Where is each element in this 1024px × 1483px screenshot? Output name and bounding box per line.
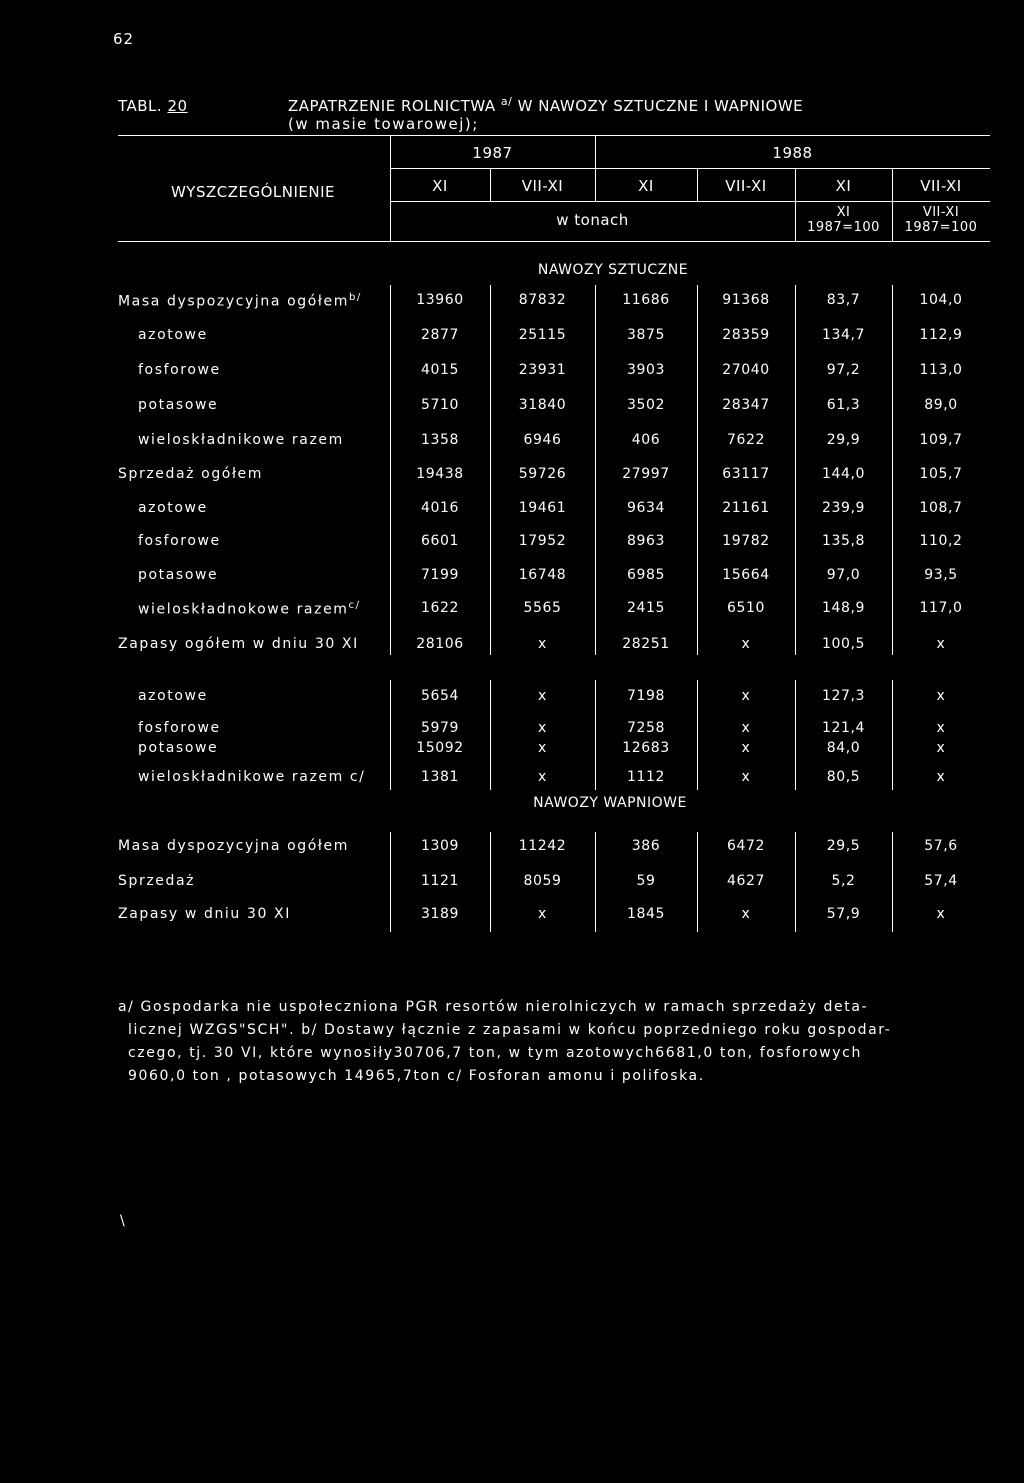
stray-mark: \ <box>120 1213 125 1229</box>
table-label: TABL. 20 <box>118 97 188 115</box>
table-cell: x <box>538 906 547 922</box>
table-row <box>0 906 1024 926</box>
table-cell: 5565 <box>523 600 562 616</box>
row-label-footnote-mark: c/ <box>348 600 361 611</box>
table-cell: x <box>741 906 751 922</box>
table-row <box>0 688 1024 708</box>
table-cell: 6985 <box>626 567 666 583</box>
table-cell: 57,6 <box>924 838 958 854</box>
table-cell: 6510 <box>726 600 766 616</box>
table-cell: 2415 <box>626 600 666 616</box>
table-cell: 7258 <box>626 720 666 736</box>
table-cell: 1309 <box>420 838 460 854</box>
table-row <box>0 838 1024 858</box>
row-label: fosforowe <box>138 720 221 736</box>
table-cell: 19461 <box>518 500 567 516</box>
table-row <box>0 292 1024 312</box>
row-label: wieloskładnikowe razem <box>138 432 344 448</box>
table-row <box>0 740 1024 760</box>
table-cell: 134,7 <box>821 327 866 343</box>
table-cell: x <box>936 769 946 785</box>
table-row <box>0 397 1024 417</box>
table-cell: 97,2 <box>826 362 861 378</box>
table-cell: 29,9 <box>826 432 861 448</box>
table-cell: x <box>538 769 547 785</box>
table-cell: 27997 <box>622 466 670 482</box>
table-cell: 59 <box>636 873 656 889</box>
table-cell: 386 <box>631 838 661 854</box>
table-cell: 105,7 <box>919 466 963 482</box>
table-cell: 8059 <box>523 873 562 889</box>
table-cell: 12683 <box>622 740 670 756</box>
row-label: fosforowe <box>138 362 221 378</box>
row-label: azotowe <box>138 327 208 343</box>
row-label: Zapasy w dniu 30 XI <box>118 906 291 922</box>
row-label-footnote-mark: b/ <box>348 292 362 303</box>
header-year-rule <box>390 168 990 169</box>
table-cell: 108,7 <box>919 500 963 516</box>
table-cell: 4016 <box>420 500 460 516</box>
table-title <box>118 93 803 133</box>
table-row <box>0 327 1024 347</box>
table-cell: 84,0 <box>826 740 861 756</box>
table-cell: 6601 <box>420 533 460 549</box>
row-label: Zapasy ogółem w dniu 30 XI <box>118 636 359 652</box>
row-label: wieloskładnikowe razem c/ <box>138 769 366 785</box>
table-row <box>0 533 1024 553</box>
table-cell: 25115 <box>518 327 567 343</box>
table-cell: 21161 <box>722 500 770 516</box>
table-cell: 1112 <box>626 769 666 785</box>
table-cell: x <box>538 636 547 652</box>
table-row <box>0 500 1024 520</box>
header-col-2: VII-XI <box>521 177 564 195</box>
table-cell: 87832 <box>518 292 567 308</box>
table-cell: 63117 <box>722 466 770 482</box>
table-cell: 3875 <box>626 327 666 343</box>
table-cell: 23931 <box>518 362 567 378</box>
table-cell: 100,5 <box>821 636 866 652</box>
table-cell: x <box>741 769 751 785</box>
row-label: potasowe <box>138 740 219 756</box>
header-index-2: VII-XI 1987=100 <box>904 205 978 235</box>
row-label: azotowe <box>138 688 208 704</box>
row-label: wieloskładnokowe razem$^{c/}$ <box>138 600 361 618</box>
table-cell: 17952 <box>518 533 567 549</box>
table-row <box>0 873 1024 893</box>
table-cell: 4015 <box>420 362 460 378</box>
table-cell: 7198 <box>626 688 666 704</box>
table-cell: x <box>936 688 946 704</box>
table-cell: 15092 <box>416 740 464 756</box>
row-label: Masa dyspozycyjna ogółem$^{b/}$ <box>118 292 362 310</box>
table-cell: 16748 <box>518 567 567 583</box>
header-col-6: VII-XI <box>920 177 962 195</box>
header-bottom-rule <box>118 241 990 242</box>
table-cell: 5979 <box>420 720 460 736</box>
table-row <box>0 636 1024 656</box>
table-cell: 13960 <box>416 292 464 308</box>
table-cell: 1622 <box>420 600 460 616</box>
footnote-line: licznej WZGS"SCH". b/ Dostawy łącznie z zapasami w końcu poprzedniego roku gospodar- <box>128 1022 892 1038</box>
table-cell: 144,0 <box>821 466 866 482</box>
table-row <box>0 466 1024 486</box>
table-cell: 3903 <box>626 362 666 378</box>
header-col-5: XI <box>835 177 852 195</box>
table-cell: 4627 <box>726 873 766 889</box>
table-cell: x <box>936 720 946 736</box>
table-cell: x <box>741 740 751 756</box>
header-index-1: XI 1987=100 <box>807 205 880 235</box>
header-unit: w tonach <box>556 211 629 229</box>
table-cell: 1121 <box>420 873 460 889</box>
table-cell: 57,4 <box>924 873 958 889</box>
table-cell: 28347 <box>722 397 770 413</box>
footnote-line: czego, tj. 30 VI, które wynosiły30706,7 ton, w tym azotowych6681,0 ton, fosforowych <box>128 1045 862 1061</box>
table-cell: 31840 <box>518 397 567 413</box>
table-row <box>0 362 1024 382</box>
table-cell: 9634 <box>626 500 666 516</box>
table-cell: 113,0 <box>919 362 963 378</box>
header-col-4: VII-XI <box>725 177 767 195</box>
table-cell: x <box>741 720 751 736</box>
section-heading-artificial-fertilizers: NAWOZY SZTUCZNE <box>537 262 689 278</box>
table-cell: x <box>936 906 946 922</box>
header-col-1: XI <box>432 177 448 195</box>
table-cell: 29,5 <box>826 838 861 854</box>
table-cell: 5654 <box>420 688 460 704</box>
table-cell: x <box>538 688 547 704</box>
table-cell: 406 <box>631 432 661 448</box>
table-cell: 28359 <box>722 327 770 343</box>
table-number: 20 <box>167 97 188 115</box>
title-text-2: W NAWOZY SZTUCZNE I WAPNIOWE <box>517 97 804 115</box>
table-cell: 91368 <box>722 292 770 308</box>
table-cell: 109,7 <box>919 432 963 448</box>
footnote-line: 9060,0 ton , potasowych 14965,7ton c/ Fosforan amonu i polifoska. <box>128 1068 705 1084</box>
table-cell: x <box>538 740 547 756</box>
table-cell: x <box>936 636 946 652</box>
row-label: potasowe <box>138 397 219 413</box>
table-cell: 19438 <box>416 466 464 482</box>
page-number: 62 <box>113 30 135 48</box>
table-cell: 11686 <box>622 292 670 308</box>
table-cell: 3502 <box>626 397 666 413</box>
row-label: Masa dyspozycyjna ogółem <box>118 838 349 854</box>
table-cell: x <box>741 688 751 704</box>
table-cell: 6946 <box>523 432 562 448</box>
table-cell: 7199 <box>420 567 460 583</box>
table-cell: x <box>936 740 946 756</box>
table-cell: 2877 <box>420 327 460 343</box>
header-col-3: XI <box>638 177 654 195</box>
header-year-1987: 1987 <box>472 144 513 162</box>
row-label: potasowe <box>138 567 219 583</box>
table-cell: 6472 <box>726 838 766 854</box>
table-cell: 104,0 <box>919 292 963 308</box>
table-cell: 57,9 <box>826 906 861 922</box>
table-cell: 148,9 <box>821 600 866 616</box>
table-cell: 121,4 <box>821 720 866 736</box>
table-cell: 239,9 <box>821 500 866 516</box>
table-cell: 15664 <box>722 567 770 583</box>
table-cell: 80,5 <box>826 769 861 785</box>
table-cell: 1845 <box>626 906 666 922</box>
table-cell: 8963 <box>626 533 666 549</box>
table-row <box>0 720 1024 740</box>
table-row <box>0 432 1024 452</box>
table-cell: x <box>741 636 751 652</box>
header-top-rule <box>118 135 990 136</box>
row-label: Sprzedaż ogółem <box>118 466 264 482</box>
title-footnote-mark: a/ <box>500 95 513 108</box>
table-cell: 28251 <box>622 636 670 652</box>
row-label: Sprzedaż <box>118 873 196 889</box>
table-cell: 93,5 <box>924 567 958 583</box>
table-cell: 11242 <box>518 838 567 854</box>
footnotes <box>118 996 968 1088</box>
table-row <box>0 567 1024 587</box>
table-cell: 28106 <box>416 636 464 652</box>
table-cell: 5710 <box>420 397 460 413</box>
title-subtitle: (w masie towarowej); <box>288 115 479 133</box>
table-cell: 117,0 <box>919 600 963 616</box>
footnote-line: a/ Gospodarka nie uspołeczniona PGR resortów nierolniczych w ramach sprzedaży deta- <box>118 999 869 1015</box>
title-text: ZAPATRZENIE ROLNICTWA <box>288 97 496 115</box>
table-cell: 1358 <box>420 432 460 448</box>
table-cell: 27040 <box>722 362 770 378</box>
header-year-1988: 1988 <box>772 144 813 162</box>
table-cell: 135,8 <box>821 533 866 549</box>
table-row <box>0 769 1024 789</box>
table-cell: 89,0 <box>924 397 958 413</box>
table-cell: 83,7 <box>826 292 861 308</box>
table-cell: x <box>538 720 547 736</box>
table-cell: 1381 <box>420 769 460 785</box>
table-cell: 7622 <box>726 432 766 448</box>
table-cell: 59726 <box>518 466 567 482</box>
table-cell: 97,0 <box>826 567 861 583</box>
table-cell: 61,3 <box>826 397 861 413</box>
table-cell: 110,2 <box>919 533 963 549</box>
table-cell: 3189 <box>420 906 460 922</box>
table-cell: 5,2 <box>831 873 856 889</box>
section-heading-lime-fertilizers: NAWOZY WAPNIOWE <box>533 795 687 811</box>
row-label: azotowe <box>138 500 208 516</box>
table-row <box>0 600 1024 620</box>
header-row-label: WYSZCZEGÓLNIENIE <box>170 183 336 201</box>
table-cell: 19782 <box>722 533 770 549</box>
header-period-rule <box>390 201 990 202</box>
row-label: fosforowe <box>138 533 221 549</box>
table-cell: 127,3 <box>821 688 866 704</box>
table-cell: 112,9 <box>919 327 963 343</box>
